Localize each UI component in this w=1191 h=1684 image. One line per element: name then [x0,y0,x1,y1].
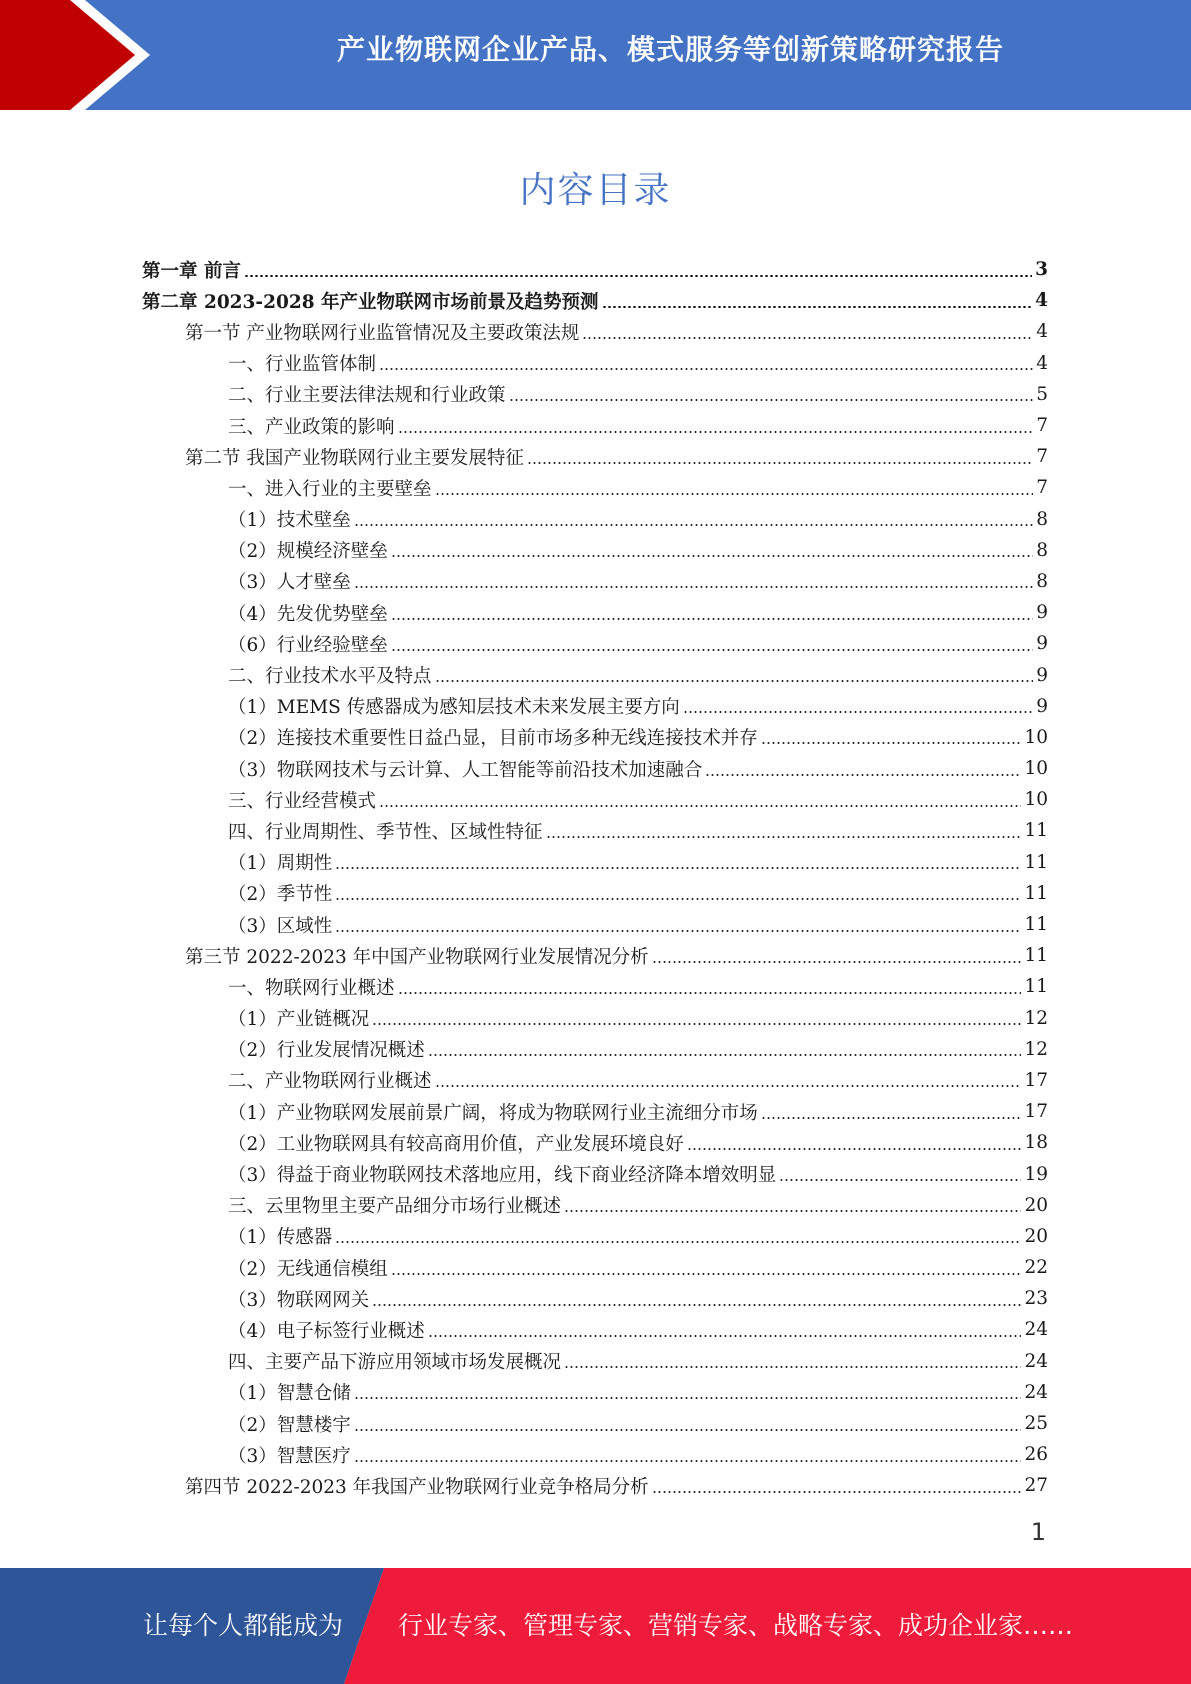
toc-entry-text: （3）物联网网关 [228,1289,370,1311]
toc-entry-text: （2）规模经济壁垒 [228,541,388,563]
dot-leader [354,1429,1022,1431]
dot-leader [244,275,1032,277]
dot-leader [509,399,1034,401]
toc-entry[interactable] [142,1065,1048,1096]
toc-entry-text: 第一章 前言 [142,260,241,282]
toc-entry-page: 9 [1036,633,1048,655]
table-of-contents [142,254,1048,1502]
toc-entry-text: 三、云里物里主要产品细分市场行业概述 [228,1196,562,1218]
toc-entry-page: 7 [1036,477,1048,499]
toc-entry-text: （1）产业物联网发展前景广阔，将成为物联网行业主流细分市场 [228,1102,758,1124]
toc-entry-text: （1）产业链概况 [228,1009,370,1031]
dot-leader [705,774,1021,776]
dot-leader [564,1210,1021,1212]
toc-entry-text: （1）智慧仓储 [228,1383,351,1405]
toc-entry-text: 一、进入行业的主要壁垒 [228,478,432,500]
dot-leader [335,930,1021,932]
toc-entry[interactable] [142,504,1048,535]
toc-entry-page: 12 [1024,1007,1048,1029]
dot-leader [602,306,1033,308]
toc-entry-page: 11 [1024,945,1048,967]
toc-entry[interactable] [142,472,1048,503]
toc-entry-page: 18 [1024,1132,1048,1154]
dot-leader [354,586,1033,588]
toc-entry-page: 24 [1024,1319,1048,1341]
toc-entry-page: 9 [1036,664,1048,686]
toc-entry[interactable] [142,1314,1048,1345]
chevron-arrow-icon [0,0,160,110]
toc-entry-page: 25 [1024,1413,1048,1435]
toc-entry-page: 12 [1024,1038,1048,1060]
toc-entry[interactable] [142,1283,1048,1314]
dot-leader [687,1148,1022,1150]
toc-entry[interactable] [142,535,1048,566]
toc-entry-text: （1）周期性 [228,853,333,875]
toc-entry[interactable] [142,722,1048,753]
toc-entry[interactable] [142,1346,1048,1377]
toc-entry-text: （2）行业发展情况概述 [228,1040,425,1062]
toc-entry[interactable] [142,566,1048,597]
toc-entry[interactable] [142,1252,1048,1283]
dot-leader [761,1117,1022,1119]
toc-entry-text: （3）得益于商业物联网技术落地应用，线下商业经济降本增效明显 [228,1165,777,1187]
toc-entry-page: 7 [1036,415,1048,437]
toc-entry-text: 第四节 2022-2023 年我国产业物联网行业竞争格局分析 [185,1476,649,1498]
toc-entry-page: 11 [1024,976,1048,998]
dot-leader [372,1304,1021,1306]
toc-entry[interactable] [142,316,1048,347]
toc-entry[interactable] [142,379,1048,410]
dot-leader [582,337,1033,339]
dot-leader [428,1054,1022,1056]
toc-entry-page: 5 [1036,383,1048,405]
toc-entry-text: （2）连接技术重要性日益凸显，目前市场多种无线连接技术并存 [228,728,758,750]
toc-entry-page: 20 [1024,1194,1048,1216]
dot-leader [391,1273,1022,1275]
toc-entry[interactable] [142,285,1048,316]
toc-entry-page: 11 [1024,851,1048,873]
toc-entry-page: 4 [1035,290,1048,312]
dot-leader [335,867,1021,869]
toc-entry-text: （3）智慧医疗 [228,1445,351,1467]
footer-slogan-right: 行业专家、管理专家、营销专家、战略专家、成功企业家…… [398,1611,1074,1640]
toc-entry-text: （4）先发优势壁垒 [228,603,388,625]
dot-leader [379,805,1021,807]
dot-leader [652,961,1022,963]
toc-entry-page: 17 [1024,1101,1048,1123]
toc-entry[interactable] [142,971,1048,1002]
toc-entry[interactable] [142,254,1048,285]
toc-entry-text: 一、行业监管体制 [228,354,377,376]
toc-entry[interactable] [142,1190,1048,1221]
toc-entry[interactable] [142,659,1048,690]
toc-entry-page: 10 [1024,789,1048,811]
toc-entry-page: 4 [1036,321,1048,343]
dot-leader [354,1460,1022,1462]
toc-entry[interactable] [142,628,1048,659]
toc-entry-text: （2）季节性 [228,884,333,906]
footer-slogan-left: 让每个人都能成为 [143,1611,344,1640]
toc-entry-page: 10 [1024,726,1048,748]
toc-entry[interactable] [142,691,1048,722]
toc-entry-page: 3 [1035,259,1048,281]
dot-leader [683,711,1034,713]
dot-leader [391,618,1033,620]
dot-leader [527,462,1033,464]
toc-entry-page: 20 [1024,1225,1048,1247]
toc-entry-text: 第二章 2023-2028 年产业物联网市场前景及趋势预测 [142,291,599,313]
dot-leader [652,1491,1022,1493]
toc-entry-text: （2）工业物联网具有较高商用价值，产业发展环境良好 [228,1133,684,1155]
toc-entry-text: 第一节 产业物联网行业监管情况及主要政策法规 [185,322,580,344]
toc-entry[interactable] [142,441,1048,472]
toc-entry-page: 11 [1024,820,1048,842]
toc-entry-page: 4 [1036,352,1048,374]
dot-leader [435,493,1034,495]
toc-entry-page: 9 [1036,695,1048,717]
dot-leader [779,1179,1021,1181]
toc-entry[interactable] [142,1158,1048,1189]
toc-heading: 内容目录 [519,170,672,211]
toc-entry[interactable] [142,1127,1048,1158]
toc-entry-page: 22 [1024,1257,1048,1279]
toc-entry[interactable] [142,878,1048,909]
toc-entry-text: 二、行业技术水平及特点 [228,666,432,688]
header-band [0,0,1191,110]
page-number: 1 [1030,1518,1046,1546]
toc-entry-page: 10 [1024,758,1048,780]
dot-leader [398,431,1034,433]
toc-entry-text: （1）MEMS 传感器成为感知层技术未来发展主要方向 [228,697,680,719]
toc-entry[interactable] [142,1470,1048,1501]
toc-entry-text: （1）传感器 [228,1227,333,1249]
toc-entry-page: 17 [1024,1069,1048,1091]
dot-leader [354,524,1033,526]
toc-entry-text: 第二节 我国产业物联网行业主要发展特征 [185,447,524,469]
dot-leader [435,1085,1022,1087]
toc-entry-page: 24 [1024,1381,1048,1403]
footer-band [0,1568,1191,1684]
toc-entry-text: 二、行业主要法律法规和行业政策 [228,385,506,407]
toc-entry-page: 11 [1024,914,1048,936]
toc-entry-text: （3）物联网技术与云计算、人工智能等前沿技术加速融合 [228,759,703,781]
toc-entry[interactable] [142,1034,1048,1065]
toc-entry-text: （3）区域性 [228,915,333,937]
toc-entry-text: （4）电子标签行业概述 [228,1320,425,1342]
toc-entry[interactable] [142,1221,1048,1252]
toc-entry-page: 26 [1024,1444,1048,1466]
toc-entry[interactable] [142,815,1048,846]
dot-leader [391,555,1033,557]
toc-entry-page: 24 [1024,1350,1048,1372]
dot-leader [398,992,1022,994]
toc-entry[interactable] [142,847,1048,878]
toc-entry[interactable] [142,1003,1048,1034]
toc-entry[interactable] [142,940,1048,971]
toc-entry[interactable] [142,909,1048,940]
toc-entry[interactable] [142,348,1048,379]
dot-leader [335,1241,1021,1243]
toc-entry[interactable] [142,784,1048,815]
dot-leader [428,1335,1022,1337]
toc-entry-text: 二、产业物联网行业概述 [228,1071,432,1093]
toc-entry-page: 8 [1036,508,1048,530]
toc-entry[interactable] [142,410,1048,441]
toc-entry[interactable] [142,1439,1048,1470]
dot-leader [761,742,1022,744]
toc-entry-page: 8 [1036,539,1048,561]
toc-entry[interactable] [142,1408,1048,1439]
toc-entry[interactable] [142,597,1048,628]
toc-entry-text: （2）智慧楼宇 [228,1414,351,1436]
toc-entry[interactable] [142,1096,1048,1127]
toc-entry[interactable] [142,753,1048,784]
toc-entry-text: 第三节 2022-2023 年中国产业物联网行业发展情况分析 [185,946,649,968]
toc-entry-text: （3）人才壁垒 [228,572,351,594]
dot-leader [379,368,1033,370]
dot-leader [435,680,1034,682]
toc-entry-text: （6）行业经验壁垒 [228,634,388,656]
toc-entry-page: 9 [1036,602,1048,624]
toc-entry-text: 三、产业政策的影响 [228,416,395,438]
toc-entry-page: 8 [1036,570,1048,592]
toc-entry-text: （1）技术壁垒 [228,510,351,532]
toc-entry-text: （2）无线通信模组 [228,1258,388,1280]
dot-leader [372,1023,1021,1025]
dot-leader [354,1397,1022,1399]
dot-leader [546,836,1022,838]
toc-entry-page: 23 [1024,1288,1048,1310]
toc-entry-text: 一、物联网行业概述 [228,977,395,999]
dot-leader [335,898,1021,900]
dot-leader [564,1366,1021,1368]
toc-entry-page: 19 [1024,1163,1048,1185]
toc-entry-text: 四、行业周期性、季节性、区域性特征 [228,821,543,843]
report-title: 产业物联网企业产品、模式服务等创新策略研究报告 [336,33,1004,66]
dot-leader [391,649,1033,651]
toc-entry-page: 27 [1024,1475,1048,1497]
toc-entry-text: 四、主要产品下游应用领域市场发展概况 [228,1352,562,1374]
toc-entry-page: 7 [1036,446,1048,468]
toc-entry-page: 11 [1024,882,1048,904]
toc-entry-text: 三、行业经营模式 [228,790,377,812]
toc-entry[interactable] [142,1377,1048,1408]
